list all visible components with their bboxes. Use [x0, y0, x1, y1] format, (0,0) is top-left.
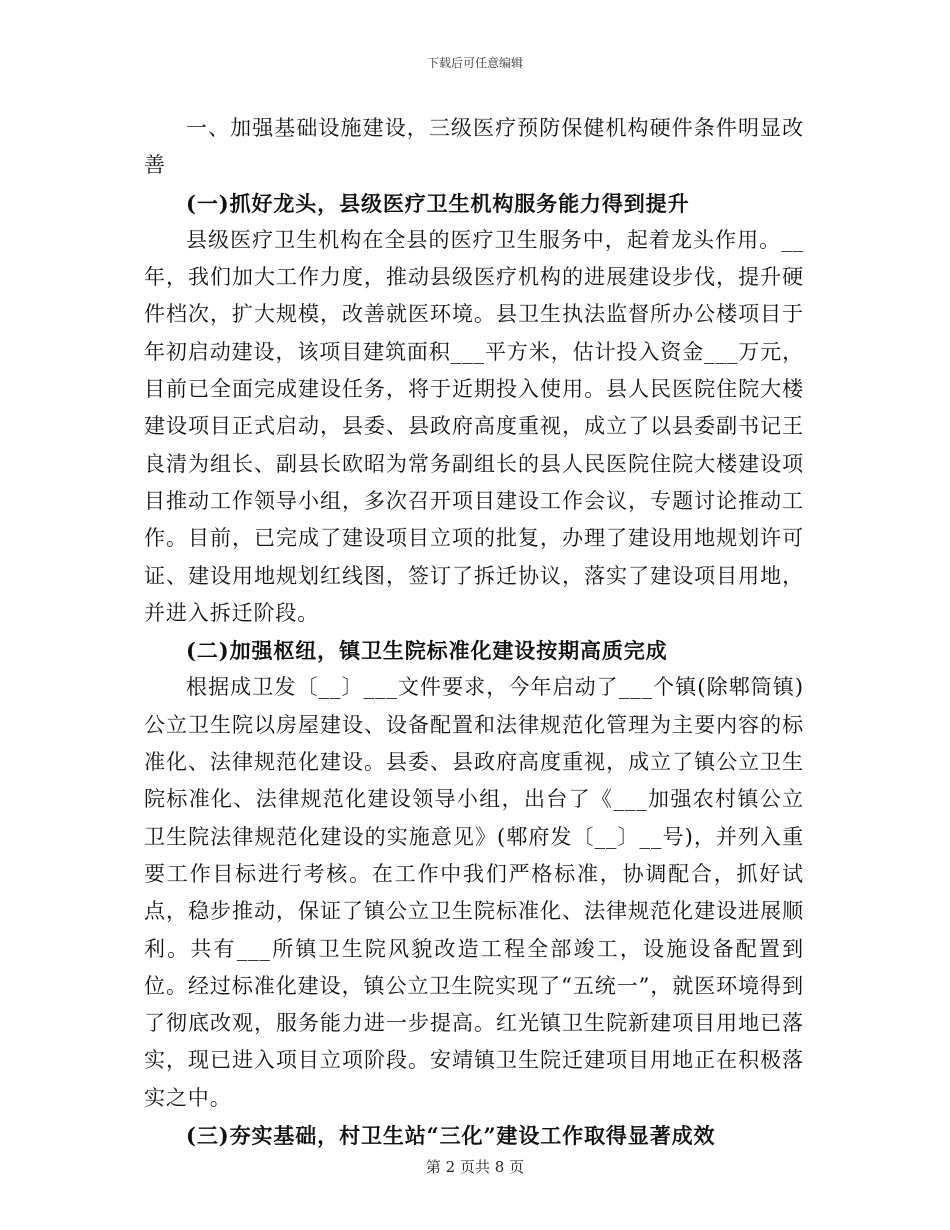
subsection-heading: (二)加强枢纽，镇卫生院标准化建设按期高质完成 — [186, 638, 668, 664]
body-paragraph: 县级医疗卫生机构在全县的医疗卫生服务中，起着龙头作用。__年，我们加大工作力度，推动县级医疗机构的进展建设步伐，提升硬件档次，扩大规模，改善就医环境。县卫生执法监督所办公楼项目于年初启动建设，该项目建筑面积___平方米，估计投入资金___万元，目前已全面完成建设任务，将于近期投入使用。县人民医院住院大楼建设项目正式启动，县委、县政府高度重视，成立了以县委副书记王良清为组长、副县长欧昭为常务副组长的县人民医院住院大楼建设项目推动工作领导小组，多次召开项目建设工作会议，专题讨论推动工作。目前，已完成了建设项目立项的批复，办理了建设用地规划许可证、建设用地规划红线图，签订了拆迁协议，落实了建设项目用地，并进入拆迁阶段。 — [144, 227, 804, 625]
subsection-heading: (一)抓好龙头，县级医疗卫生机构服务能力得到提升 — [186, 190, 690, 216]
section-heading: 一、加强基础设施建设，三级医疗预防保健机构硬件条件明显改善 — [144, 116, 804, 178]
page-footer: 第 2 页共 8 页 — [425, 1158, 525, 1176]
body-paragraph: 根据成卫发〔__〕___文件要求，今年启动了___个镇(除郫筒镇)公立卫生院以房屋建设、设备配置和法律规范化管理为主要内容的标准化、法律规范化建设。县委、县政府高度重视，成立了镇公立卫生院标准化、法律规范化建设领导小组，出台了《___加强农村镇公立卫生院法律规范化建设的实施意见》(郫府发〔__〕__号)，并列入重要工作目标进行考核。在工作中我们严格标准，协调配合，抓好试点，稳步推动，保证了镇公立卫生院标准化、法律规范化建设进展顺利。共有___所镇卫生院风貌改造工程全部竣工，设施设备配置到位。经过标准化建设，镇公立卫生院实现了“五统一”，就医环境得到了彻底改观，服务能力进一步提高。红光镇卫生院新建项目用地已落实，现已进入项目立项阶段。安靖镇卫生院迁建项目用地正在积极落实之中。 — [144, 675, 804, 1110]
subsection-heading: (三)夯实基础，村卫生站“三化”建设工作取得显著成效 — [186, 1123, 716, 1149]
document-body — [144, 110, 804, 1154]
page-header: 下载后可任意编辑 — [426, 56, 523, 70]
